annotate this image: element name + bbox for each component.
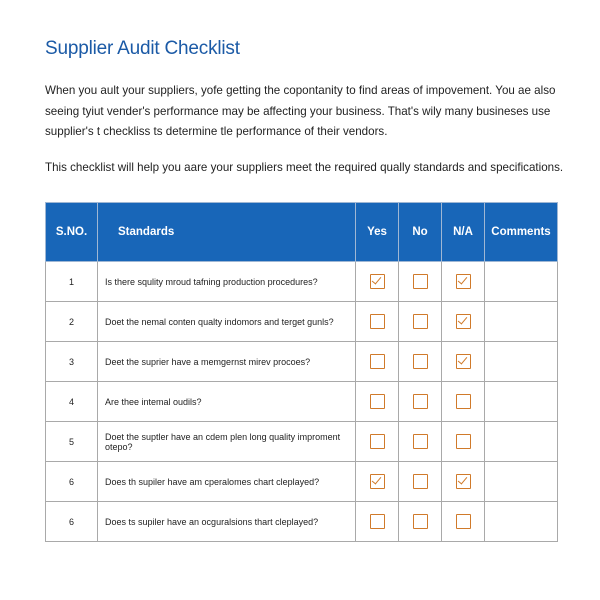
checkmark-icon [371, 474, 381, 484]
row-yes-cell [356, 342, 399, 382]
row-sno: 6 [46, 462, 98, 502]
row-no-cell [399, 382, 442, 422]
no-checkbox[interactable] [413, 274, 428, 289]
intro-note: This checklist will help you aare your suppliers meet the required qually standards and specifications. [45, 161, 564, 174]
row-no-cell [399, 262, 442, 302]
row-comments[interactable] [485, 382, 558, 422]
row-na-cell [442, 342, 485, 382]
checkmark-icon [371, 274, 381, 284]
na-checkbox[interactable] [456, 314, 471, 329]
no-checkbox[interactable] [413, 514, 428, 529]
row-yes-cell [356, 462, 399, 502]
row-na-cell [442, 302, 485, 342]
yes-checkbox[interactable] [370, 434, 385, 449]
row-yes-cell [356, 422, 399, 462]
na-checkbox[interactable] [456, 474, 471, 489]
row-yes-cell [356, 382, 399, 422]
row-standard: Doet the nemal conten qualty indomors and terget gunls? [98, 302, 356, 342]
row-comments[interactable] [485, 462, 558, 502]
row-sno: 1 [46, 262, 98, 302]
no-checkbox[interactable] [413, 354, 428, 369]
table-header-row [46, 203, 558, 262]
na-checkbox[interactable] [456, 354, 471, 369]
checkmark-icon [457, 274, 467, 284]
row-no-cell [399, 342, 442, 382]
na-checkbox[interactable] [456, 434, 471, 449]
row-na-cell [442, 462, 485, 502]
table-row [46, 302, 558, 342]
row-sno: 3 [46, 342, 98, 382]
row-standard: Is there squlity mroud tafning production procedures? [98, 262, 356, 302]
row-comments[interactable] [485, 342, 558, 382]
checkmark-icon [457, 474, 467, 484]
yes-checkbox[interactable] [370, 514, 385, 529]
row-standard: Are thee intemal oudils? [98, 382, 356, 422]
na-checkbox[interactable] [456, 394, 471, 409]
row-na-cell [442, 382, 485, 422]
header-yes: Yes [356, 203, 399, 262]
header-no: No [399, 203, 442, 262]
row-standard: Does ts supiler have an ocguralsions thart cleplayed? [98, 502, 356, 542]
checklist-body [46, 262, 558, 542]
table-row [46, 342, 558, 382]
checkmark-icon [457, 354, 467, 364]
table-row [46, 462, 558, 502]
row-sno: 4 [46, 382, 98, 422]
row-comments[interactable] [485, 262, 558, 302]
no-checkbox[interactable] [413, 394, 428, 409]
row-yes-cell [356, 502, 399, 542]
yes-checkbox[interactable] [370, 474, 385, 489]
checkmark-icon [457, 314, 467, 324]
row-comments[interactable] [485, 422, 558, 462]
header-sno: S.NO. [46, 203, 98, 262]
intro-paragraph [45, 81, 565, 143]
row-sno: 5 [46, 422, 98, 462]
header-na: N/A [442, 203, 485, 262]
checklist-table [45, 202, 558, 542]
row-na-cell [442, 422, 485, 462]
row-yes-cell [356, 302, 399, 342]
row-yes-cell [356, 262, 399, 302]
row-sno: 6 [46, 502, 98, 542]
page-title: Supplier Audit Checklist [45, 38, 240, 59]
header-comments: Comments [485, 203, 558, 262]
na-checkbox[interactable] [456, 514, 471, 529]
intro-line: When you ault your suppliers, yofe getting the copontanity to find areas of impovement. You ae also [45, 84, 556, 97]
yes-checkbox[interactable] [370, 274, 385, 289]
table-row [46, 422, 558, 462]
row-standard: Does th supiler have am cperalomes chart cleplayed? [98, 462, 356, 502]
row-no-cell [399, 462, 442, 502]
table-row [46, 502, 558, 542]
row-no-cell [399, 502, 442, 542]
table-row [46, 382, 558, 422]
intro-line: seeing tyiut vender's performance may be affecting your business. That's wily many busineses use [45, 104, 551, 118]
no-checkbox[interactable] [413, 434, 428, 449]
row-comments[interactable] [485, 502, 558, 542]
no-checkbox[interactable] [413, 474, 428, 489]
row-comments[interactable] [485, 302, 558, 342]
na-checkbox[interactable] [456, 274, 471, 289]
no-checkbox[interactable] [413, 314, 428, 329]
yes-checkbox[interactable] [370, 354, 385, 369]
yes-checkbox[interactable] [370, 314, 385, 329]
yes-checkbox[interactable] [370, 394, 385, 409]
table-row [46, 262, 558, 302]
row-no-cell [399, 422, 442, 462]
row-sno: 2 [46, 302, 98, 342]
row-no-cell [399, 302, 442, 342]
row-na-cell [442, 262, 485, 302]
row-na-cell [442, 502, 485, 542]
intro-line: supplier's t checkliss ts determine tle performance of their vendors. [45, 125, 388, 138]
row-standard: Doet the suptler have an cdem plen long quality improment otepo? [98, 422, 356, 462]
row-standard: Deet the suprier have a memgernst mirev procoes? [98, 342, 356, 382]
header-standards: Standards [98, 203, 356, 262]
